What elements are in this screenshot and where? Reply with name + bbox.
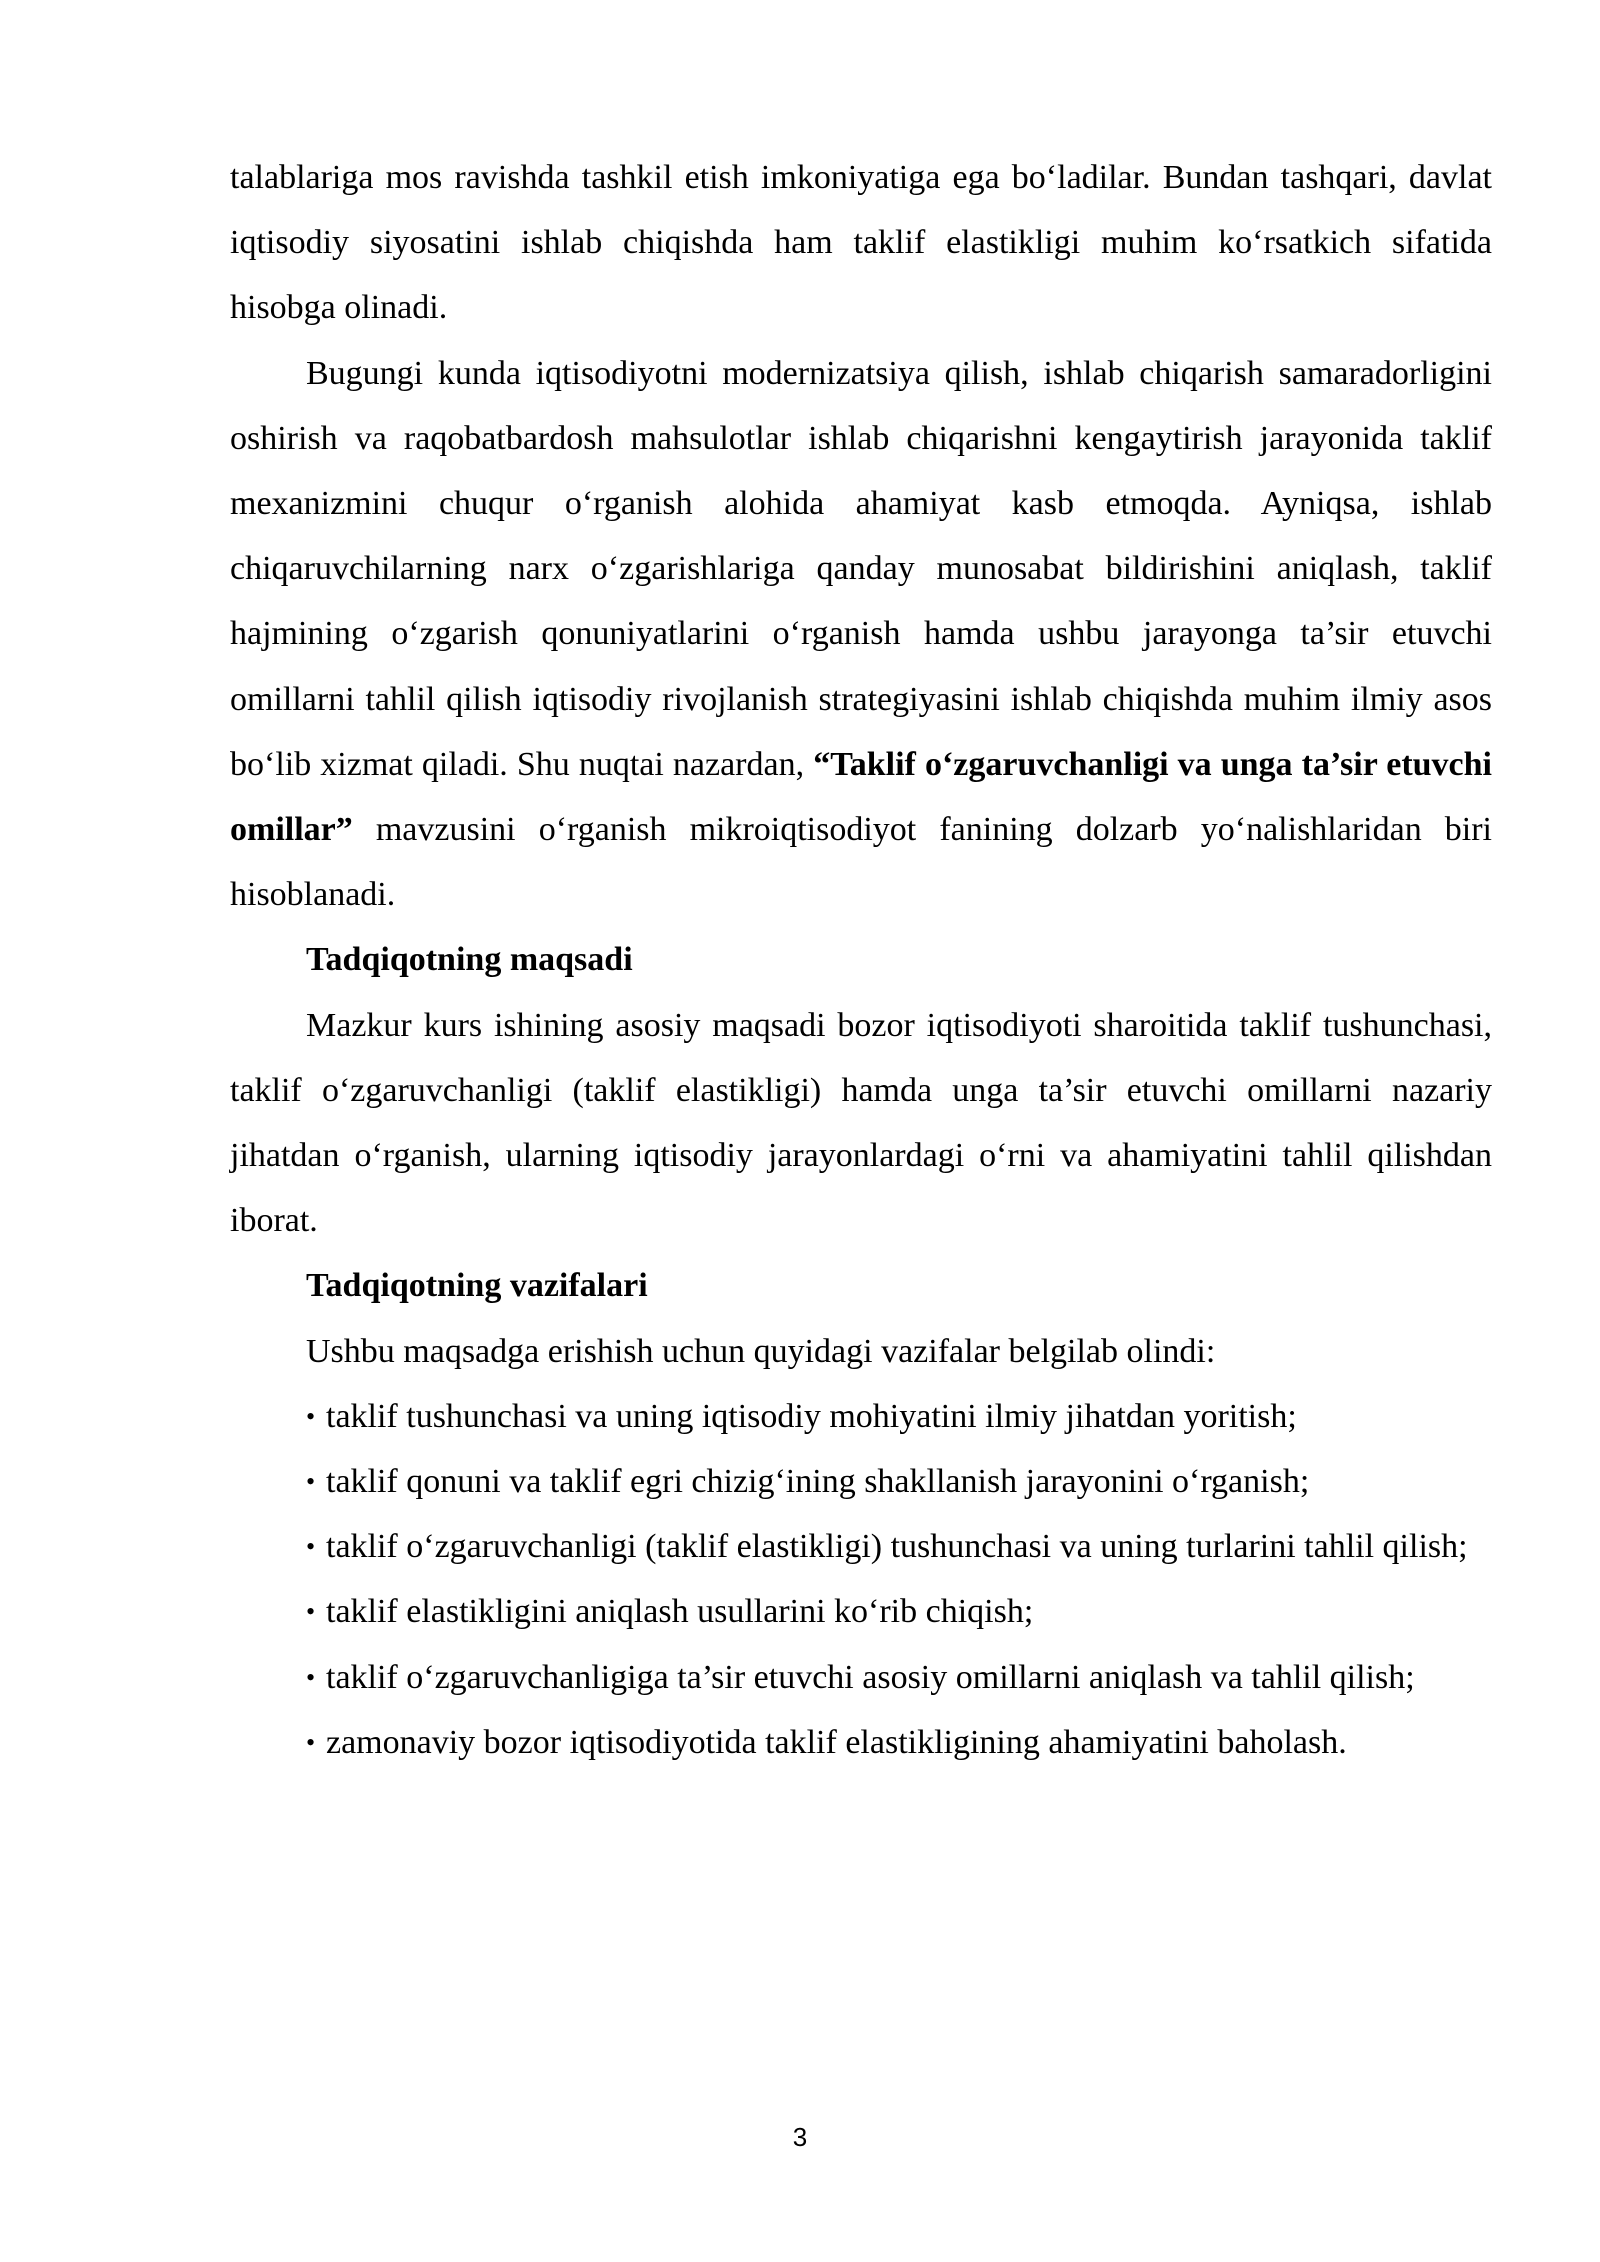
task-item-5 xyxy=(230,1645,1492,1710)
paragraph-relevance-start: Bugungi kunda iqtisodiyotni modernizatsiya qilish, ishlab chiqarish samaradorligini oshirish va raqobatbardosh mahsulotlar ishlab chiqarishni kengaytirish jarayonida taklif mexanizmini chuqur o‘rganish alohida ahamiyat kasb etmoqda. Ayniqsa, ishlab chiqaruvchilarning narx o‘zgarishlariga qanday munosabat bildirishini aniqlash, taklif hajmining o‘zgarish qonuniyatlarini o‘rganish hamda ushbu jarayonga ta’sir etuvchi omillarni tahlil qilish iqtisodiy rivojlanish strategiyasini ishlab chiqishda muhim ilmiy asos bo‘lib xizmat qiladi. Shu nuqtai nazardan, xyxy=(230,354,1492,783)
task-text: taklif elastikligini aniqlash usullarini ko‘rib chiqish; xyxy=(326,1593,1034,1631)
task-text: zamonaviy bozor iqtisodiyotida taklif elastikligining ahamiyatini baholash. xyxy=(326,1723,1347,1761)
task-item-6 xyxy=(230,1710,1492,1775)
paragraph-relevance-end: mavzusini o‘rganish mikroiqtisodiyot fanining dolzarb yo‘nalishlaridan biri hisoblanadi. xyxy=(230,811,1493,914)
task-text: taklif tushunchasi va uning iqtisodiy mohiyatini ilmiy jihatdan yoritish; xyxy=(326,1397,1297,1435)
paragraph-relevance xyxy=(230,341,1492,928)
task-item-2 xyxy=(230,1449,1492,1514)
bullet-icon: • xyxy=(306,1597,316,1627)
paragraph-tasks-intro: Ushbu maqsadga erishish uchun quyidagi vazifalar belgilab olindi: xyxy=(306,1332,1216,1370)
bullet-icon: • xyxy=(306,1467,316,1497)
heading-research-goal: Tadqiqotning maqsadi xyxy=(306,941,633,979)
heading-research-tasks: Tadqiqotning vazifalari xyxy=(306,1267,648,1305)
paragraph-intro: talablariga mos ravishda tashkil etish imkoniyatiga ega bo‘ladilar. Bundan tashqari, davlat iqtisodiy siyosatini ishlab chiqishda ham taklif elastikligi muhim ko‘rsatkich sifatida hisobga olinadi. xyxy=(230,159,1492,327)
task-text: taklif qonuni va taklif egri chizig‘ining shakllanish jarayonini o‘rganish; xyxy=(326,1463,1310,1501)
bullet-icon: • xyxy=(306,1401,316,1431)
bullet-icon: • xyxy=(306,1727,316,1757)
document-body xyxy=(230,145,1492,1775)
bullet-icon: • xyxy=(306,1662,316,1692)
bullet-icon: • xyxy=(306,1532,316,1562)
topic-title: “Taklif o‘zgaruvchanligi va unga ta’sir etuvchi omillar” xyxy=(230,745,1493,849)
task-item-3 xyxy=(230,1514,1492,1579)
task-text: taklif o‘zgaruvchanligiga ta’sir etuvchi asosiy omillarni aniqlash va tahlil qilish; xyxy=(326,1658,1415,1696)
task-text: taklif o‘zgaruvchanligi (taklif elastikligi) tushunchasi va uning turlarini tahlil qilish; xyxy=(326,1528,1468,1566)
task-item-1 xyxy=(230,1384,1492,1449)
page-number: 3 xyxy=(792,2122,808,2152)
task-item-4 xyxy=(230,1579,1492,1644)
paragraph-research-goal: Mazkur kurs ishining asosiy maqsadi bozor iqtisodiyoti sharoitida taklif tushunchasi, taklif o‘zgaruvchanligi (taklif elastikligi) hamda unga ta’sir etuvchi omillarni nazariy jihatdan o‘rganish, ularning iqtisodiy jarayonlardagi o‘rni va ahamiyatini tahlil qilishdan iborat. xyxy=(230,1006,1492,1240)
